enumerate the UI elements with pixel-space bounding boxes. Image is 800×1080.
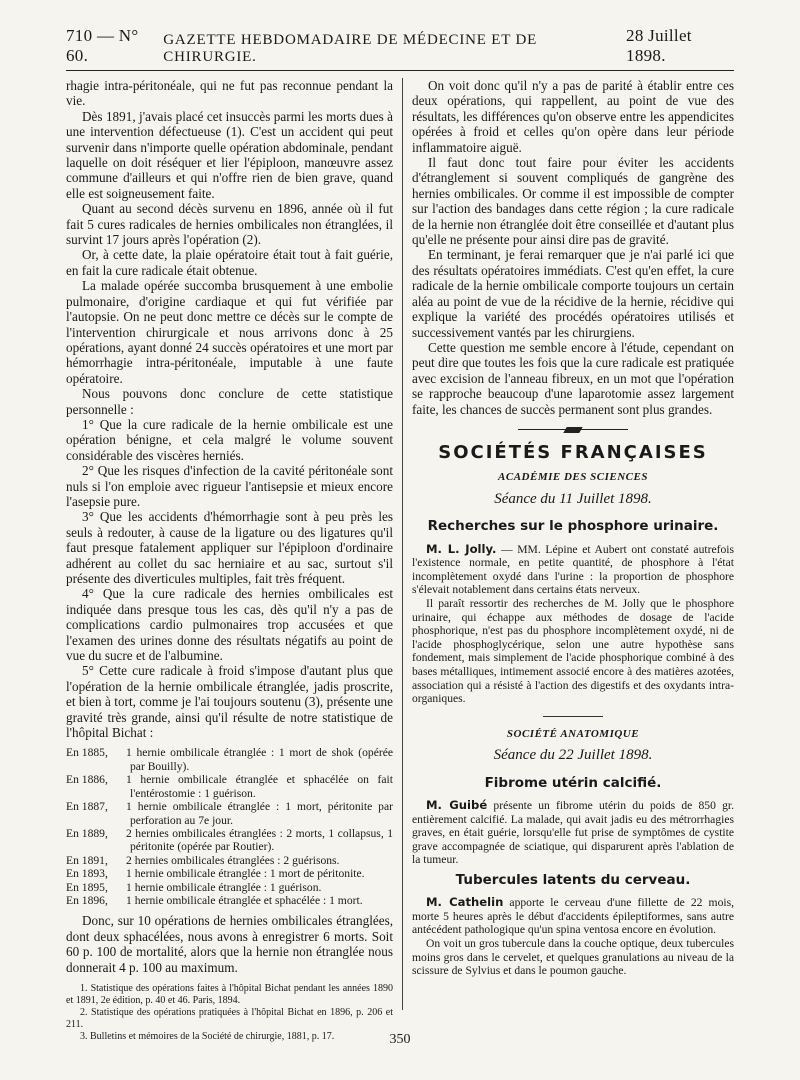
column-divider bbox=[402, 78, 403, 1010]
paragraph: Dès 1891, j'avais placé cet insuccès parmi les morts dues à une intervention défectueuse (1). C'est un accident qui peut survenir dans n'importe quelle opération abdominale, pendant laquelle on doit réséquer et lier l'épiploon, manœuvre assez commune d'ailleurs et qui n'offre rien de bien grave, quand elle est soigneusement faite. bbox=[66, 108, 393, 201]
case-row bbox=[66, 854, 393, 867]
paragraph: Nous pouvons donc conclure de cette statistique personnelle : bbox=[66, 386, 393, 417]
report-text: présente un fibrome utérin du poids de 850 gr. entièrement calcifié. La malade, qui avait jadis eu des métrorrhagies graves, en était guérie, lorsqu'elle fut prise de symptômes de cystite grave accompagnée de sciatique, qui disparurent après l'ablation de la tumeur. bbox=[412, 798, 735, 867]
case-year: En 1896, bbox=[66, 893, 108, 907]
divider bbox=[543, 716, 603, 717]
report-author: M. L. Jolly. bbox=[426, 541, 497, 556]
paragraph: Quant au second décès survenu en 1896, année où il fut fait 5 cures radicales de hernies ombilicales non étranglées, il survint 17 jours après l'opération (2). bbox=[66, 201, 393, 248]
case-text: 1 hernie ombilicale étranglée : 1 mort de shok (opérée par Bouilly). bbox=[126, 746, 393, 773]
case-text: 2 hernies ombilicales étranglées : 2 morts, 1 collapsus, 1 péritonite (opérée par Routier). bbox=[126, 826, 393, 854]
paragraph: 4° Que la cure radicale des hernies ombilicales est indiquée dans presque tous les cas, dès qu'il n'y a pas de complications cardio pulmonaires trop accusées et que l'examen des urines donne des résultats négatifs au point de vue du sucre et de l'albumine. bbox=[66, 586, 393, 664]
paragraph: Or, à cette date, la plaie opératoire était tout à fait guérie, en fait la cure radicale était obtenue. bbox=[66, 247, 393, 278]
report-text: — MM. Lépine et Aubert ont constaté autrefois l'existence normale, en petite quantité, de phosphore à l'état incomplètement oxydé dans l'urine : la proportion de phosphore s'élevait notablement dans certains états nerveux. bbox=[412, 542, 734, 597]
header-date: 28 Juillet 1898. bbox=[626, 26, 692, 65]
header-issue: 710 — N° 60. bbox=[66, 26, 139, 65]
report-text: On voit un gros tubercule dans la couche optique, deux tubercules moins gros dans le cervelet, et quelques granulations au niveau de la scissure de Sylvius et dans le poumon gauche. bbox=[412, 937, 734, 978]
running-header bbox=[66, 26, 734, 66]
case-text: 1 hernie ombilicale étranglée et sphacélée : 1 mort. bbox=[126, 893, 363, 907]
case-year: En 1887, bbox=[66, 800, 108, 814]
conclusion-paragraph: Donc, sur 10 opérations de hernies ombilicales étranglées, dont deux sphacélées, nous avons à enregistrer 6 morts. Soit 60 p. 100 de mortalité, alors que la hernie non étranglée nous donnerait 4 p. 100 au maximum. bbox=[66, 913, 393, 975]
footnote: 1. Statistique des opérations faites à l'hôpital Bichat pendant les années 1890 et 1891, 2e édition, p. 40 et 46. Paris, 1894. bbox=[66, 982, 393, 1006]
seance-date: Séance du 11 Juillet 1898. bbox=[494, 490, 652, 507]
paragraph: 3° Que les accidents d'hémorrhagie sont à peu près les seuls à redouter, à cause de la ligature ou des ligatures qu'il faut presque fatalement appliquer sur l'épiploon d'ordinaire adhérent au collet du sac herniaire et au sac, surtout s'il présente des diverticules multiples, fait très fréquent. bbox=[66, 509, 393, 586]
report-body bbox=[412, 896, 734, 978]
case-text: 1 hernie ombilicale étranglée : 1 mort, péritonite par perforation au 7e jour. bbox=[126, 800, 393, 827]
case-year: En 1895, bbox=[66, 880, 108, 894]
report-text: Il paraît ressortir des recherches de M. Jolly que le phosphore urinaire, qui échappe aux méthodes de dosage de l'acide phosphorique, n'est pas du phosphore incomplètement oxydé, ni de l'acide phosphoglycérique, selon une autre hypothèse sans fondement, mais simplement de l'acide phosphorique combiné à des bases métalliques, intimement associé encore à des matières azotées, association qui a résisté à l'action des digestifs et des oxydants intra-organiques. bbox=[412, 596, 734, 706]
footnote: 3. Bulletins et mémoires de la Société de chirurgie, 1881, p. 17. bbox=[80, 1030, 335, 1042]
society-name: SOCIÉTÉ ANATOMIQUE bbox=[506, 727, 640, 740]
paragraph: Cette question me semble encore à l'étude, cependant on peut dire que toutes les fois que la cure radicale est pratiquée avec excision de l'anneau fibreux, en un mot que l'opération se rapproche beaucoup d'une laparotomie assez largement faite, les chances de succès permanent sont plus grandes. bbox=[412, 339, 734, 417]
report-body bbox=[412, 543, 734, 706]
case-text: 1 hernie ombilicale étranglée et sphacélée on fait l'entérostomie : 1 guérison. bbox=[126, 773, 393, 800]
paragraph: 5° Cette cure radicale à froid s'impose d'autant plus que l'opération de la hernie ombilicale étranglée, jadis proscrite, et bien à tort, comme je l'ai toujours soutenu (3), présente une gravité très grande, ainsi qu'il résulte de notre statistique de l'hôpital Bichat : bbox=[66, 663, 393, 741]
page-number: 350 bbox=[389, 1032, 411, 1047]
footnote: 2. Statistique des opérations pratiquées à l'hôpital Bichat en 1896, p. 206 et 211. bbox=[66, 1006, 393, 1030]
case-row bbox=[66, 800, 393, 827]
paragraph: rhagie intra-péritonéale, qui ne fut pas reconnue pendant la vie. bbox=[66, 78, 393, 109]
report-subject: Recherches sur le phosphore urinaire. bbox=[427, 518, 719, 535]
case-row bbox=[66, 827, 393, 854]
paragraph: En terminant, je ferai remarquer que je n'ai parlé ici que des résultats opératoires immédiats. C'est qu'en effet, la cure radicale de la hernie ombilicale comporte toujours un certain aléa au point de vue de la récidive de la hernie, récidive qui explique la variété des procédés opératoires utilisés et successivement vantés par les chirurgiens. bbox=[412, 247, 734, 340]
case-row bbox=[66, 881, 393, 894]
case-text: 1 hernie ombilicale étranglée : 1 guérison. bbox=[126, 880, 322, 894]
report-author: M. Guibé bbox=[426, 797, 488, 812]
section-title: SOCIÉTÉS FRANÇAISES bbox=[438, 441, 708, 463]
case-text: 1 hernie ombilicale étranglée : 1 mort de péritonite. bbox=[126, 867, 365, 881]
case-row bbox=[66, 746, 393, 773]
report-body bbox=[412, 799, 734, 867]
case-row bbox=[66, 894, 393, 907]
report-author: M. Cathelin bbox=[426, 895, 504, 910]
society-name: ACADÉMIE DES SCIENCES bbox=[498, 471, 648, 484]
case-row bbox=[66, 867, 393, 880]
case-year: En 1891, bbox=[66, 853, 108, 867]
header-journal-title: GAZETTE HEBDOMADAIRE DE MÉDECINE ET DE CHIRURGIE. bbox=[163, 32, 538, 65]
case-list bbox=[66, 746, 393, 907]
case-row bbox=[66, 773, 393, 800]
paragraph: Il faut donc tout faire pour éviter les accidents d'étranglement si souvent compliqués de gangrène des hernies ombilicales. Or comme il est impossible de compter sur l'action des bandages dans cette région ; la cure radicale de la hernie non étranglée doit être conseillée et d'autant plus qu'elle ne présente pour ainsi dire pas de gravité. bbox=[412, 155, 734, 248]
paragraph: On voit donc qu'il n'y a pas de parité à établir entre ces deux opérations, qui rappellent, au point de vue des résultats, les différences qu'on observe entre les appendicites opérées à froid et celles qu'on opère dans leur période inflammatoire aiguë. bbox=[412, 78, 734, 155]
case-year: En 1893, bbox=[66, 867, 108, 881]
seance-date: Séance du 22 Juillet 1898. bbox=[493, 747, 653, 764]
left-column bbox=[66, 78, 393, 1042]
case-text: 2 hernies ombilicales étranglées : 2 guérisons. bbox=[126, 853, 340, 867]
right-column bbox=[412, 78, 734, 1022]
report-subject: Tubercules latents du cerveau. bbox=[455, 871, 691, 888]
paragraph: 1° Que la cure radicale de la hernie ombilicale est une opération bénigne, et cela malgré le volume souvent considérable des viscères herniés. bbox=[66, 416, 393, 463]
header-rule bbox=[66, 70, 734, 71]
case-year: En 1885, bbox=[66, 746, 108, 760]
section-ornament bbox=[518, 427, 628, 433]
case-year: En 1889, bbox=[66, 826, 108, 840]
report-text: apporte le cerveau d'une fillette de 22 mois, morte 5 heures après le début d'accidents épileptiformes, sans autre antécédent pathologique qu'un spina ventosa encore en évolution. bbox=[412, 896, 734, 937]
report-subject: Fibrome utérin calcifié. bbox=[484, 774, 662, 791]
case-year: En 1886, bbox=[66, 773, 108, 787]
paragraph: 2° Que les risques d'infection de la cavité péritonéale sont nuls si l'on emploie avec rigueur l'antisepsie et mieux encore l'asepsie pure. bbox=[66, 463, 393, 509]
paragraph: La malade opérée succomba brusquement à une embolie pulmonaire, d'origine cardiaque et qui fut vérifiée par l'autopsie. On ne peut donc mettre ce décès sur le compte de l'intervention chirurgicale et nous arrivons donc à 25 opérations, ayant donné 24 succès opératoires et une mort par hémorrhagie intra-péritonéale, imputable à une faute opératoire. bbox=[66, 278, 393, 386]
